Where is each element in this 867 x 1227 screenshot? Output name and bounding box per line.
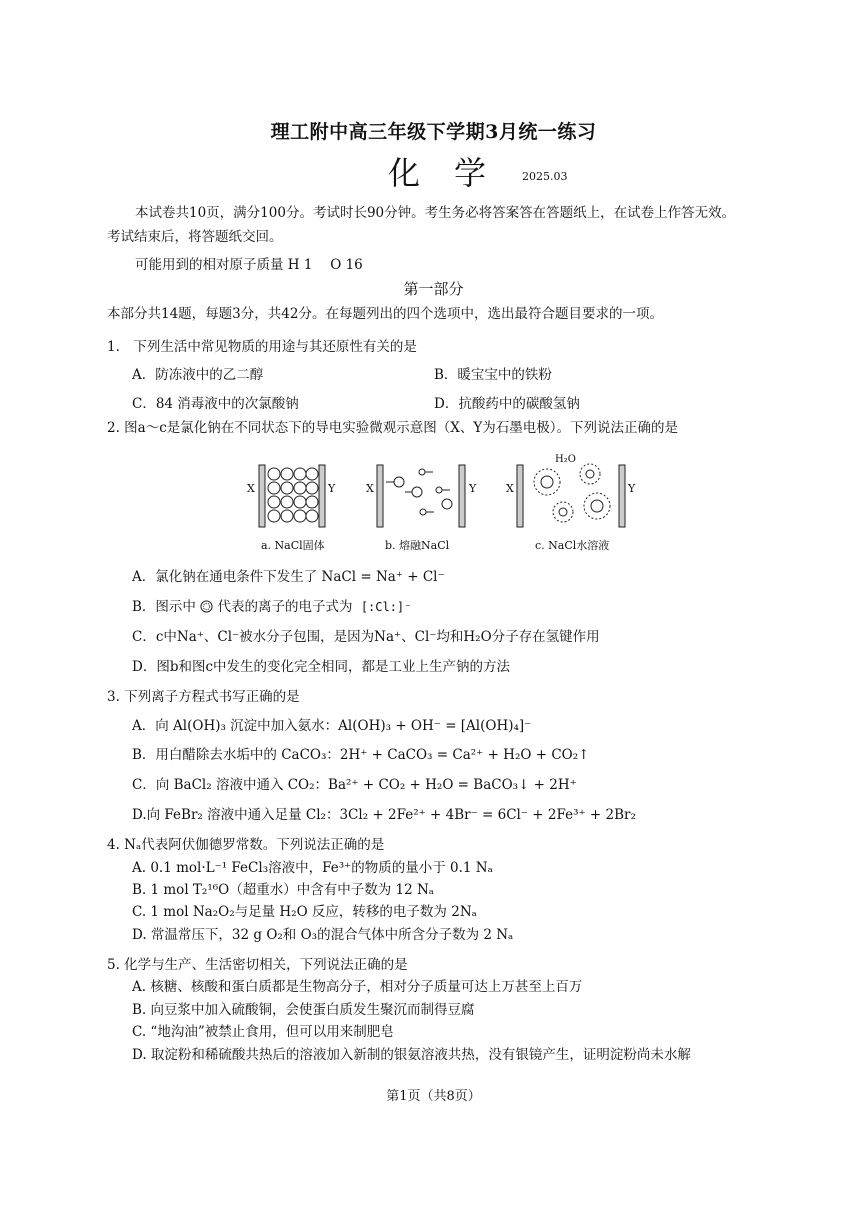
label-y-a: Y (328, 482, 336, 495)
q2-option-b-formula: [:Cl:]⁻ (360, 600, 412, 614)
q3-option-c: C．向 BaCl₂ 溶液中通入 CO₂：Ba²⁺ + CO₂ + H₂O = BaCO₃↓ + 2H⁺ (132, 777, 577, 793)
intro-line-1: 本试卷共10页，满分100分。考试时长90分钟。考生务必将答案答在答题纸上，在试卷上作答无效。 (135, 205, 736, 221)
label-y-c: Y (628, 482, 636, 495)
caption-b: b. 熔融NaCl (385, 539, 450, 552)
q5-option-c: C. “地沟油”被禁止食用，但可以用来制肥皂 (132, 1024, 394, 1040)
caption-a: a. NaCl固体 (261, 539, 325, 552)
page-number: 第1页（共8页） (386, 1089, 481, 1104)
q5-stem: 5. 化学与生产、生活密切相关，下列说法正确的是 (107, 957, 408, 973)
label-h2o: H₂O (555, 454, 576, 465)
q4-stem: 4. Nₐ代表阿伏伽德罗常数。下列说法正确的是 (107, 837, 385, 853)
label-x-b: X (366, 482, 374, 495)
q1-option-b: B．暖宝宝中的铁粉 (434, 367, 552, 383)
part-title: 第一部分 (403, 280, 464, 298)
q3-stem: 3. 下列离子方程式书写正确的是 (107, 689, 300, 705)
q2-option-b (132, 598, 411, 616)
q1-option-a: A．防冻液中的乙二醇 (132, 367, 264, 383)
electrode-y-b (459, 465, 465, 527)
q2-option-b-prefix: B．图示中 (132, 599, 196, 615)
q4-option-a: A. 0.1 mol·L⁻¹ FeCl₃溶液中，Fe³⁺的物质的量小于 0.1 Nₐ (132, 860, 493, 876)
q5-option-a: A. 核糖、核酸和蛋白质都是生物高分子，相对分子质量可达上万甚至上百万 (132, 979, 583, 995)
q5-option-d: D. 取淀粉和稀硫酸共热后的溶液加入新制的银氨溶液共热，没有银镜产生，证明淀粉尚未水解 (132, 1047, 691, 1063)
label-x-c: X (506, 482, 514, 495)
electrode-x-a (259, 465, 265, 527)
part-description: 本部分共14题，每题3分，共42分。在每题列出的四个选项中，选出最符合题目要求的一项。 (107, 306, 663, 322)
atomic-mass-line: 可能用到的相对原子质量 H 1 O 16 (135, 257, 363, 273)
q4-option-c: C. 1 mol Na₂O₂与足量 H₂O 反应，转移的电子数为 2Nₐ (132, 904, 477, 920)
electrode-y-a (319, 465, 325, 527)
q1-stem: 1. 下列生活中常见物质的用途与其还原性有关的是 (107, 339, 417, 355)
label-y-b: Y (469, 482, 477, 495)
hydrated-ions (534, 464, 610, 522)
subject-title: 化学 (388, 154, 521, 192)
q2-option-d: D．图b和图c中发生的变化完全相同，都是工业上生产钠的方法 (132, 659, 511, 675)
q5-option-b: B. 向豆浆中加入硫酸铜，会使蛋白质发生聚沉而制得豆腐 (132, 1002, 475, 1018)
nacl-lattice (268, 468, 318, 522)
q4-option-b: B. 1 mol T₂¹⁶O（超重水）中含有中子数为 12 Nₐ (132, 882, 435, 898)
label-x-a: X (247, 482, 255, 495)
molten-ions (386, 469, 452, 515)
electrode-x-b (377, 465, 383, 527)
electrode-x-c (517, 465, 523, 527)
chloride-ion-icon (200, 600, 213, 613)
q3-option-d: D.向 FeBr₂ 溶液中通入足量 Cl₂：3Cl₂ + 2Fe²⁺ + 4Br⁻ = 6Cl⁻ + 2Fe³⁺ + 2Br₂ (132, 807, 636, 823)
q1-option-c: C．84 消毒液中的次氯酸钠 (132, 396, 299, 412)
q3-option-b: B．用白醋除去水垢中的 CaCO₃：2H⁺ + CaCO₃ = Ca²⁺ + H₂O + CO₂↑ (132, 747, 590, 763)
intro-line-2: 考试结束后，将答题纸交回。 (107, 229, 283, 245)
q1-option-d: D．抗酸药中的碳酸氢钠 (434, 396, 580, 412)
diagram-drawing (247, 460, 647, 530)
exam-title: 理工附中高三年级下学期3月统一练习 (270, 121, 597, 143)
q2-option-c: C．c中Na⁺、Cl⁻被水分子包围，是因为Na⁺、Cl⁻均和H₂O分子存在氢键作用 (132, 629, 600, 645)
caption-c: c. NaCl水溶液 (535, 539, 610, 552)
q3-option-a: A．向 Al(OH)₃ 沉淀中加入氨水：Al(OH)₃ + OH⁻ = [Al(OH)₄]⁻ (132, 718, 532, 734)
electrode-y-c (619, 465, 625, 527)
q2-option-b-suffix: 代表的离子的电子式为 (217, 599, 353, 615)
q4-option-d: D. 常温常压下，32 g O₂和 O₃的混合气体中所含分子数为 2 Nₐ (132, 927, 514, 943)
q2-stem: 2. 图a～c是氯化钠在不同状态下的导电实验微观示意图（X、Y为石墨电极）。下列说法正确的是 (107, 420, 679, 436)
q2-option-a: A．氯化钠在通电条件下发生了 NaCl = Na⁺ + Cl⁻ (132, 569, 445, 585)
exam-date: 2025.03 (522, 170, 568, 183)
